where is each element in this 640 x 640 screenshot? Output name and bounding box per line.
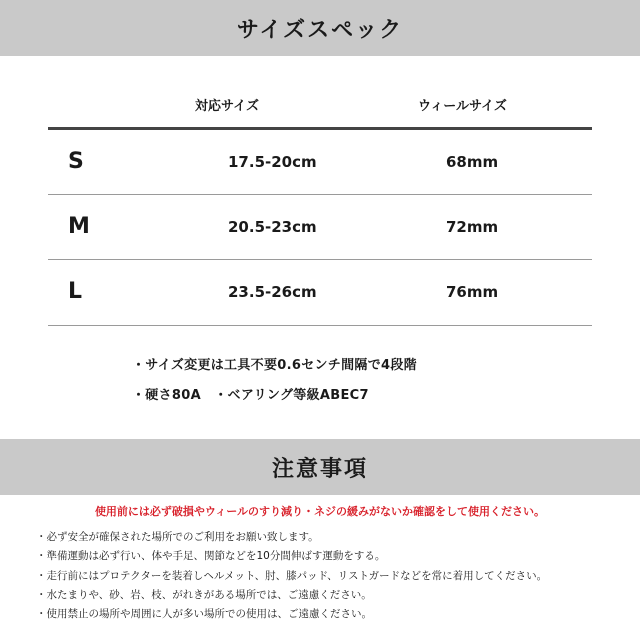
spec-note-adjust: ・サイズ変更は工具不要0.6センチ間隔で4段階 xyxy=(132,358,417,373)
caution-warning: 使用前には必ず破損やウィールのすり減り・ネジの緩みがないか確認をして使用ください。 xyxy=(94,505,546,518)
caution-item: ・必ず安全が確保された場所でのご利用をお願い致します。 xyxy=(36,531,319,543)
caution-item: ・水たまりや、砂、岩、枝、がれきがある場所では、ご遠慮ください。 xyxy=(36,588,372,601)
caution-list xyxy=(36,528,626,624)
caution-title-banner xyxy=(0,439,640,495)
fit-size-value: 17.5-20cm xyxy=(228,153,317,171)
header-wheel-size: ウィールサイズ xyxy=(418,99,507,114)
caution-item: ・走行前にはプロテクターを装着しヘルメット、肘、膝パッド、リストガードなどを常に着用してください。 xyxy=(36,569,548,582)
size-label: L xyxy=(68,279,83,304)
table-bottom-rule xyxy=(48,325,592,326)
fit-size-value: 23.5-26cm xyxy=(228,283,317,301)
caution-title: 注意事項 xyxy=(271,456,368,482)
size-label: M xyxy=(68,214,90,239)
table-row-l xyxy=(48,260,592,324)
wheel-size-value: 76mm xyxy=(446,283,499,301)
wheel-size-value: 68mm xyxy=(446,153,499,171)
table-row-s xyxy=(48,130,592,194)
size-label: S xyxy=(68,149,84,174)
spec-note-hardness: ・硬さ80A ・ベアリング等級ABEC7 xyxy=(132,388,369,403)
caution-item: ・準備運動は必ず行い、体や手足、関節などを10分間伸ばす運動をする。 xyxy=(36,550,386,563)
header-fit-size: 対応サイズ xyxy=(195,99,259,114)
wheel-size-value: 72mm xyxy=(446,218,499,236)
fit-size-value: 20.5-23cm xyxy=(228,218,317,236)
spec-title-banner xyxy=(0,0,640,56)
caution-item: ・使用禁止の場所や周囲に人が多い場所での使用は、ご遠慮ください。 xyxy=(36,608,372,621)
spec-title: サイズスペック xyxy=(236,17,404,43)
table-row-m xyxy=(48,195,592,259)
